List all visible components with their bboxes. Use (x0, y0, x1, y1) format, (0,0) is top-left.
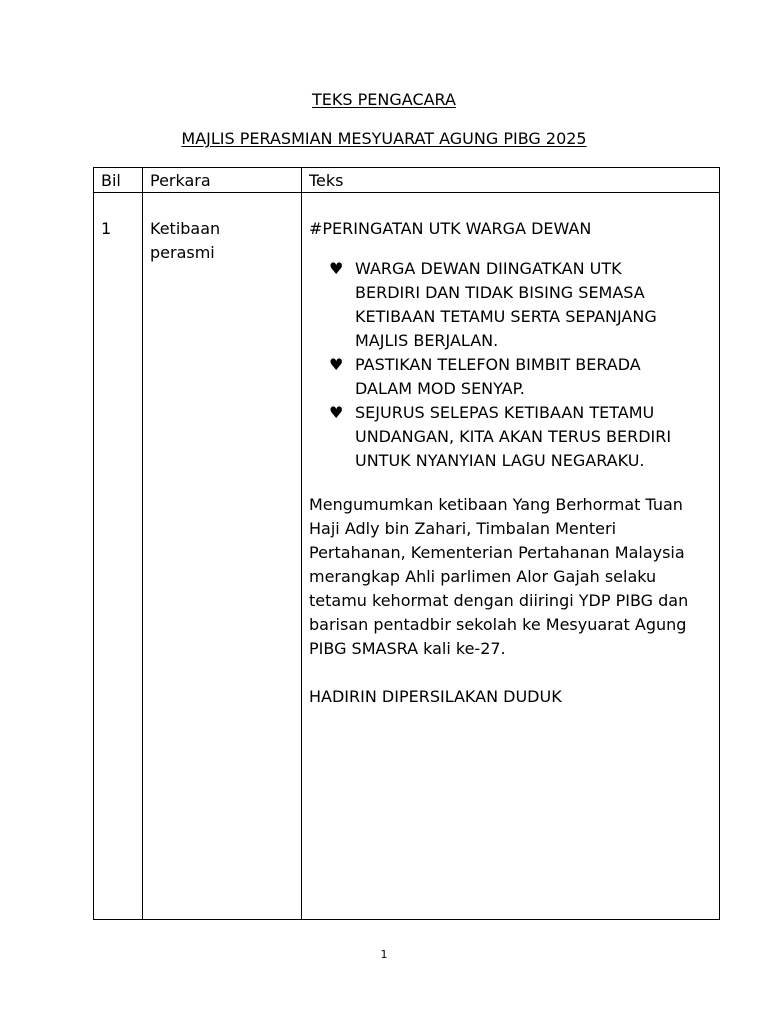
closing-instruction: HADIRIN DIPERSILAKAN DUDUK (309, 687, 562, 706)
heart-icon: ♥ (329, 355, 344, 374)
bullet-line: UNTUK NYANYIAN LAGU NEGARAKU. (355, 451, 645, 470)
bullet-line: MAJLIS BERJALAN. (355, 331, 499, 350)
heart-icon: ♥ (329, 403, 344, 422)
row-perkara (150, 217, 220, 265)
bullet-line: UNDANGAN, KITA AKAN TERUS BERDIRI (355, 427, 672, 446)
announcement-line: Mengumumkan ketibaan Yang Berhormat Tuan (309, 495, 683, 514)
list-item (329, 353, 671, 401)
bullet-line: WARGA DEWAN DIINGATKAN UTK (355, 259, 622, 278)
heart-icon: ♥ (329, 259, 344, 278)
perkara-line: Ketibaan (150, 219, 221, 238)
bullet-line: KETIBAAN TETAMU SERTA SEPANJANG (355, 307, 657, 326)
column-divider-perkara (301, 168, 302, 919)
perkara-line: perasmi (150, 243, 215, 262)
page-number: 1 (380, 948, 388, 961)
announcement-line: Haji Adly bin Zahari, Timbalan Menteri (309, 519, 617, 538)
announcement-line: barisan pentadbir sekolah ke Mesyuarat Agung (309, 615, 687, 634)
announcement-line: merangkap Ahli parlimen Alor Gajah selaku (309, 567, 657, 586)
bullet-line: DALAM MOD SENYAP. (355, 379, 525, 398)
column-divider-bil (142, 168, 143, 919)
document-title: TEKS PENGACARA (312, 90, 456, 109)
header-perkara: Perkara (150, 171, 211, 190)
bullet-line: BERDIRI DAN TIDAK BISING SEMASA (355, 283, 645, 302)
header-bil: Bil (101, 171, 121, 190)
reminder-list (329, 257, 671, 473)
list-item (329, 401, 671, 473)
list-item (329, 257, 671, 353)
header-teks: Teks (309, 171, 344, 190)
announcement-paragraph (309, 493, 688, 661)
announcement-line: Pertahanan, Kementerian Pertahanan Malaysia (309, 543, 685, 562)
announcement-line: PIBG SMASRA kali ke-27. (309, 639, 506, 658)
document-subtitle: MAJLIS PERASMIAN MESYUARAT AGUNG PIBG 2025 (181, 129, 587, 148)
script-table (93, 167, 720, 920)
row-bil: 1 (101, 219, 112, 238)
bullet-line: SEJURUS SELEPAS KETIBAAN TETAMU (355, 403, 655, 422)
teks-heading: #PERINGATAN UTK WARGA DEWAN (309, 219, 592, 238)
announcement-line: tetamu kehormat dengan diiringi YDP PIBG dan (309, 591, 689, 610)
bullet-line: PASTIKAN TELEFON BIMBIT BERADA (355, 355, 641, 374)
